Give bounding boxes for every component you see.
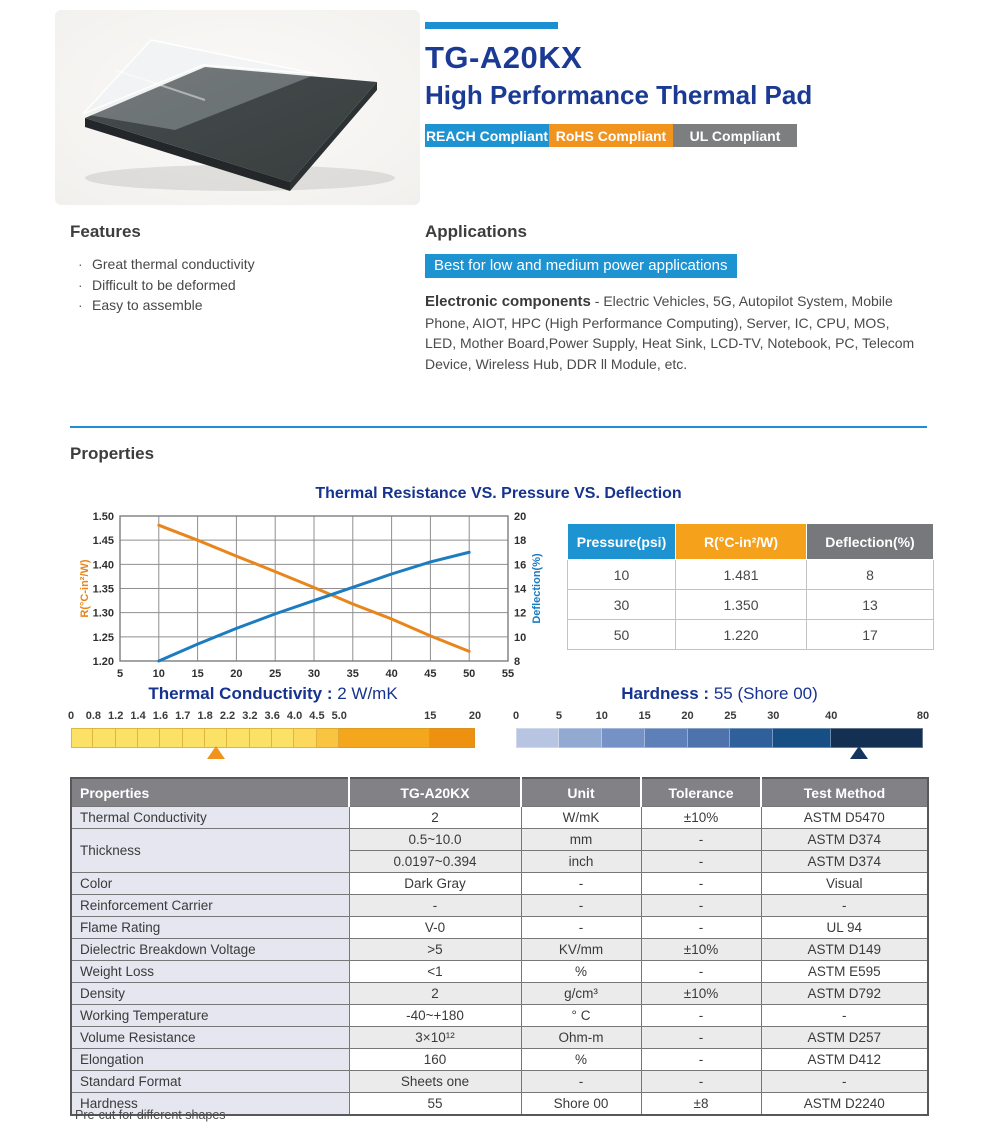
property-name-cell: Reinforcement Carrier [71,895,349,917]
properties-table-header-cell: TG-A20KX [349,778,521,807]
table-row: Reinforcement Carrier - - - - [71,895,928,917]
chart-title: Thermal Resistance VS. Pressure VS. Deflection [315,485,682,502]
section-divider [70,426,927,428]
properties-table-header-cell: Properties [71,778,349,807]
property-name-cell: Volume Resistance [71,1027,349,1049]
applications-body: Electronic components - Electric Vehicles, 5G, Autopilot System, Mobile Phone, AIOT, HPC (High Performance Computing), Server, IC, CPU, MOS, LED, Mother Board,Power Supply, Heat Sink, LCD-TV, Notebook, PC, Telecom Device, Wireless Hub, DDR ll Module, etc. [425,293,915,372]
svg-text:1.40: 1.40 [92,559,114,572]
footnote: Pre-cut for different shapes [75,1108,226,1122]
pressure-table [567,523,934,650]
property-name-cell: Working Temperature [71,1005,349,1027]
table-row: Hardness 55 Shore 00 ±8 ASTM D2240 [71,1093,928,1116]
svg-text:5: 5 [116,668,124,680]
feature-item: · Easy to assemble [78,297,203,313]
svg-text:8: 8 [514,656,521,668]
svg-text:1.25: 1.25 [92,631,114,644]
thermal-scale-bar [71,728,475,748]
thermal-scale-labels: 0 0.8 1.2 1.4 1.6 1.7 1.8 2.2 3.2 3.6 4.0 4.5 5.0 15 20 [67,710,482,722]
hardness-scale-labels: 0 5 10 15 20 25 30 40 80 [512,710,930,722]
property-name-cell: Thickness [71,829,349,873]
scale-marker [207,746,225,759]
table-row: Standard Format Sheets one - - - [71,1071,928,1093]
table-row: 10 1.481 8 [568,560,934,590]
svg-text:1.45: 1.45 [92,535,114,548]
table-row: 30 1.350 13 [568,590,934,620]
table-row: Color Dark Gray - - Visual [71,873,928,895]
property-name-cell: Hardness [71,1093,349,1116]
thermal-conductivity-title: Thermal Conductivity : 2 W/mK [148,684,398,703]
svg-text:20: 20 [230,668,243,680]
pressure-table-header-cell: Deflection(%) [807,524,934,560]
svg-text:10: 10 [514,631,527,644]
applications-lead: Electronic components [425,293,591,310]
svg-text:45: 45 [424,668,437,680]
property-name-cell: Dielectric Breakdown Voltage [71,939,349,961]
applications-heading: Applications [425,222,528,241]
brand-block [425,22,812,147]
table-row: Dielectric Breakdown Voltage >5 KV/mm ±10% ASTM D149 [71,939,928,961]
pressure-table-header-cell: Pressure(psi) [568,524,676,560]
svg-text:50: 50 [463,668,476,680]
product-model: TG-A20KX [425,40,583,75]
svg-text:1.20: 1.20 [92,656,114,668]
properties-table-header-cell: Tolerance [641,778,761,807]
features-heading: Features [70,222,141,241]
properties-table-header [71,778,928,807]
svg-text:30: 30 [307,668,321,680]
property-name-cell: Weight Loss [71,961,349,983]
property-name-cell: Color [71,873,349,895]
feature-item: · Great thermal conductivity [78,256,255,272]
svg-text:14: 14 [514,583,527,596]
svg-text:15: 15 [191,668,204,680]
product-photo [55,10,420,205]
svg-text:18: 18 [514,535,527,548]
compliance-badge: REACH Compliant [425,124,549,147]
property-name-cell: Standard Format [71,1071,349,1093]
table-row: Thermal Conductivity 2 W/mK ±10% ASTM D5470 [71,807,928,829]
table-row: Density 2 g/cm³ ±10% ASTM D792 [71,983,928,1005]
hardness-scale [512,684,930,748]
hardness-scale-bar [516,728,923,748]
thermal-conductivity-scale [67,684,482,748]
svg-text:R(°C-in²/W): R(°C-in²/W) [79,559,91,618]
pressure-table-header-cell: R(°C-in²/W) [676,524,807,560]
svg-text:12: 12 [514,607,527,620]
compliance-badge: RoHS Compliant [549,124,673,147]
table-row: Volume Resistance 3×10¹² Ohm-m - ASTM D257 [71,1027,928,1049]
table-row: Flame Rating V-0 - - UL 94 [71,917,928,939]
feature-item: · Difficult to be deformed [78,276,236,293]
compliance-badge: UL Compliant [673,124,797,147]
applications-highlight: Best for low and medium power applications [425,254,737,278]
table-row: Elongation 160 % - ASTM D412 [71,1049,928,1071]
svg-text:55: 55 [501,668,515,680]
product-subtitle: High Performance Thermal Pad [425,80,813,110]
pressure-deflection-chart [70,506,555,686]
svg-text:25: 25 [269,668,282,680]
scale-marker [850,746,868,759]
svg-text:35: 35 [346,668,359,680]
svg-text:20: 20 [514,511,527,523]
properties-table-header-cell: Test Method [761,778,928,807]
properties-table-header-cell: Unit [521,778,641,807]
feature-list [70,254,410,316]
table-row: Weight Loss <1 % - ASTM E595 [71,961,928,983]
property-name-cell: Flame Rating [71,917,349,939]
svg-text:10: 10 [152,668,165,680]
applications-section [425,222,922,374]
svg-text:40: 40 [385,668,398,680]
property-name-cell: Density [71,983,349,1005]
hardness-title: Hardness : 55 (Shore 00) [621,684,818,703]
pressure-table-header [568,524,934,560]
svg-text:1.50: 1.50 [92,511,114,523]
table-row: 50 1.220 17 [568,620,934,650]
property-name-cell: Elongation [71,1049,349,1071]
table-row: Working Temperature -40~+180 ° C - - [71,1005,928,1027]
table-row: Thickness 0.5~10.0 mm - ASTM D374 [71,829,928,851]
compliance-badges [425,124,812,147]
thermal-pad-image [55,10,420,205]
svg-text:1.30: 1.30 [92,607,114,620]
features-section [70,222,410,316]
properties-table [70,777,929,1116]
properties-heading: Properties [70,444,155,463]
svg-text:Deflection(%): Deflection(%) [531,553,543,624]
accent-bar [425,22,558,29]
property-name-cell: Thermal Conductivity [71,807,349,829]
table-row: 0.0197~0.394 inch - ASTM D374 [71,851,928,873]
svg-text:1.35: 1.35 [92,583,114,596]
svg-text:16: 16 [514,559,527,572]
